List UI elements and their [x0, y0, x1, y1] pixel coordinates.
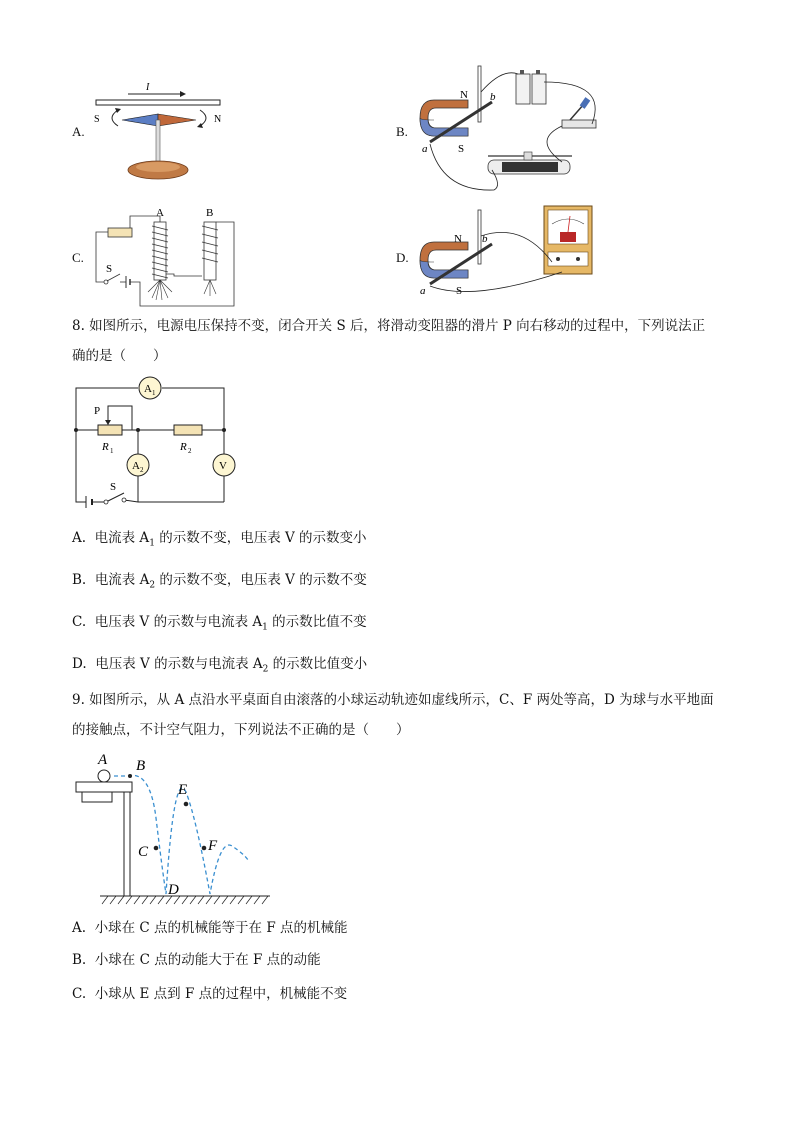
q8-option-c-pre: 电压表 V 的示数与电流表 A	[94, 614, 263, 630]
option-b-label: B.	[396, 124, 408, 139]
point-b-q9-label: B	[136, 758, 146, 774]
q8-circuit-diagram	[66, 372, 246, 512]
option-c-label: C.	[72, 250, 84, 265]
figure-a-compass-wire	[88, 78, 238, 188]
r1-sub: 1	[110, 447, 114, 455]
point-d-q9-label: D	[168, 882, 179, 898]
voltmeter-v-label: V	[219, 460, 227, 472]
magnet-s-label: S	[458, 143, 465, 155]
compass-n-label: N	[214, 114, 222, 125]
q8-option-c-key: C.	[72, 614, 87, 630]
q9-trajectory-figure	[70, 748, 280, 908]
coil-a-label: A	[156, 207, 164, 219]
point-a-label: a	[422, 143, 428, 155]
r1-label: R	[102, 441, 109, 453]
q8-option-d[interactable]	[72, 654, 367, 680]
magnet-d-s-label: S	[456, 285, 463, 297]
compass-s-label: S	[94, 114, 100, 125]
point-f-q9-label: F	[208, 838, 218, 854]
q8-option-c-sub: 1	[262, 622, 268, 633]
ammeter-a1-sub: 1	[152, 389, 156, 397]
q8-option-a-sub: 1	[149, 538, 155, 549]
q8-stem-line1: 8. 如图所示，电源电压保持不变，闭合开关 S 后，将滑动变阻器的滑片 P 向右移动的过程中，下列说法正	[72, 318, 706, 334]
slider-p-label: P	[94, 405, 101, 417]
q8-option-c[interactable]	[72, 612, 367, 638]
coil-b-label: B	[206, 207, 214, 219]
r2-label: R	[180, 441, 187, 453]
option-d-label: D.	[396, 250, 409, 265]
q8-option-a-post: 的示数不变，电压表 V 的示数变小	[154, 530, 367, 546]
q8-option-d-post: 的示数比值变小	[268, 656, 368, 672]
option-a-label: A.	[72, 124, 85, 139]
q9-stem-line2: 的接触点，不计空气阻力，下列说法不正确的是（ ）	[72, 722, 410, 738]
q8-option-d-sub: 2	[262, 664, 269, 675]
q9-option-c-key: C.	[72, 986, 87, 1002]
q9-option-a-text: 小球在 C 点的机械能等于在 F 点的机械能	[94, 920, 348, 936]
q9-option-c[interactable]	[72, 984, 347, 1004]
q8-option-d-key: D.	[72, 656, 87, 672]
q9-stem-line1: 9. 如图所示，从 A 点沿水平桌面自由滚落的小球运动轨迹如虚线所示，C、F 两处等高，D 为球与水平地面	[72, 692, 714, 708]
q8-option-a-pre: 电流表 A	[94, 530, 150, 546]
q9-option-c-text: 小球从 E 点到 F 点的过程中，机械能不变	[94, 986, 348, 1002]
figure-b-magnet-circuit	[412, 62, 612, 202]
point-e-q9-label: E	[178, 782, 188, 798]
switch-s-label: S	[106, 263, 113, 275]
point-d-b-label: b	[482, 233, 488, 245]
q9-option-a-key: A.	[72, 920, 87, 936]
q8-option-b-post: 的示数不变，电压表 V 的示数不变	[155, 572, 367, 588]
ammeter-a2-sub: 2	[140, 466, 144, 474]
q9-option-a[interactable]	[72, 918, 348, 938]
point-d-a-label: a	[420, 285, 426, 297]
q9-option-b-key: B.	[72, 952, 87, 968]
ammeter-a1-label: A	[144, 383, 152, 395]
point-a-q9-label: A	[98, 752, 108, 768]
q8-stem-line2: 确的是（ ）	[72, 348, 167, 364]
magnet-d-n-label: N	[454, 233, 462, 245]
point-c-q9-label: C	[138, 844, 149, 860]
q8-option-b-key: B.	[72, 572, 87, 588]
q8-option-b-pre: 电流表 A	[94, 572, 150, 588]
q8-option-a-key: A.	[72, 530, 87, 546]
q8-option-a[interactable]	[72, 528, 367, 554]
q9-option-b-text: 小球在 C 点的动能大于在 F 点的动能	[94, 952, 321, 968]
point-b-label: b	[490, 91, 496, 103]
figure-d-magnet-galvanometer	[412, 202, 612, 302]
q8-option-b[interactable]	[72, 570, 367, 596]
q8-option-d-pre: 电压表 V 的示数与电流表 A	[95, 656, 263, 672]
ammeter-a2-label: A	[132, 460, 140, 472]
switch-s-q8-label: S	[110, 481, 117, 493]
q9-option-b[interactable]	[72, 950, 321, 970]
q8-option-b-sub: 2	[149, 580, 156, 591]
figure-c-electromagnets	[90, 202, 240, 312]
current-label: I	[146, 82, 150, 93]
magnet-n-label: N	[460, 89, 468, 101]
q8-option-c-post: 的示数比值不变	[267, 614, 367, 630]
r2-sub: 2	[188, 447, 192, 455]
